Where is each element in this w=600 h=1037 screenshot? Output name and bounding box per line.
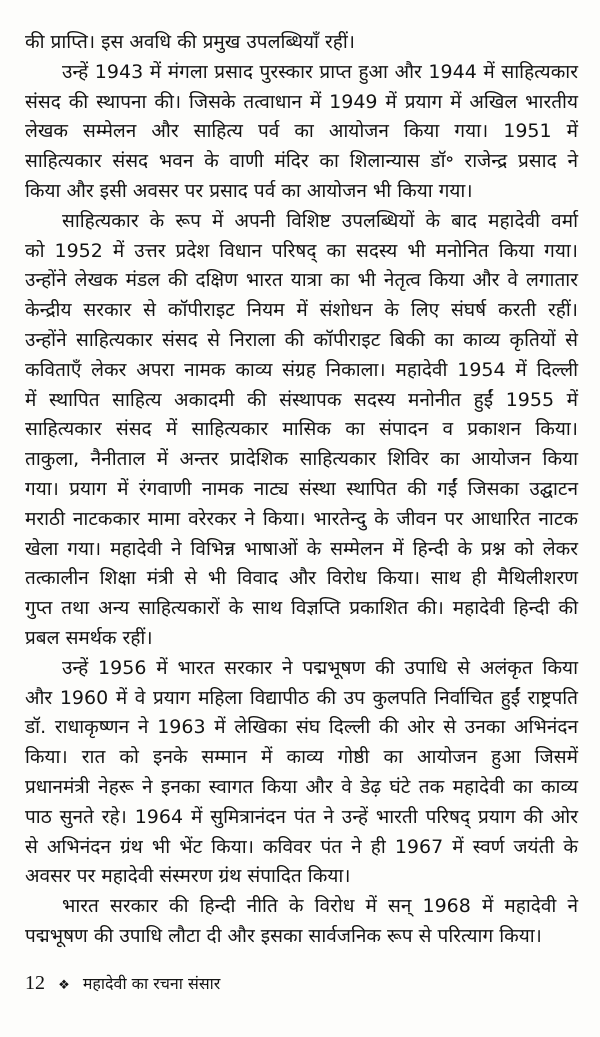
paragraph [25,58,578,207]
text-line: की प्राप्ति। इस अवधि की प्रमुख उपलब्धियाँ रहीं। [25,31,355,53]
paragraph [25,28,578,58]
text-line: उन्हें 1956 में भारत सरकार ने पद्मभूषण की उपाधि से अलंकृत किया [62,656,578,679]
text-line: किया और इसी अवसर पर प्रसाद पर्व का आयोजन भी किया गया। [25,179,473,202]
text-line: प्रबल समर्थक रहीं। [25,626,153,649]
paragraph [25,654,578,892]
text-line: साहित्यकार के रूप में अपनी विशिष्ट उपलब्धियों के बाद महादेवी वर्मा [62,209,578,232]
text-line: साहित्यकार संसद भवन के वाणी मंदिर का शिलान्यास डॉ॰ राजेन्द्र प्रसाद ने [25,150,578,173]
text-line: प्रधानमंत्री नेहरू ने इनका स्वागत किया और वे डेढ़ घंटे तक महादेवी का काव्य [25,775,578,798]
text-line: डॉ. राधाकृष्णन ने 1963 में लेखिका संघ दिल्ली की ओर से उनका अभिनंदन [25,716,578,739]
text-line: में स्थापित साहित्य अकादमी की संस्थापक सदस्य मनोनीत हुईं 1955 में [25,388,578,411]
paragraph [25,207,578,654]
text-line: और 1960 में वे प्रयाग महिला विद्यापीठ की उप कुलपति निर्वाचित हुईं राष्ट्रपति [25,686,578,709]
page-body [25,28,578,952]
text-line: उन्हें 1943 में मंगला प्रसाद पुरस्कार प्राप्त हुआ और 1944 में साहित्यकार [62,60,578,83]
text-line: भारत सरकार की हिन्दी नीति के विरोध में सन् 1968 में महादेवी ने [62,895,578,918]
paragraph [25,892,578,952]
text-line: को 1952 में उत्तर प्रदेश विधान परिषद् का सदस्य भी मनोनित किया गया। [25,239,578,262]
text-line: लेखक सम्मेलन और साहित्य पर्व का आयोजन किया गया। 1951 में [25,120,578,143]
text-line: से अभिनंदन ग्रंथ भी भेंट किया। कविवर पंत ने ही 1967 में स्वर्ण जयंती के [25,835,578,858]
text-line: साहित्यकार संसद में साहित्यकार मासिक का संपादन व प्रकाशन किया। [25,418,578,441]
text-line: खेला गया। महादेवी ने विभिन्न भाषाओं के सम्मेलन में हिन्दी के प्रश्न को लेकर [25,537,578,560]
text-line: उन्होंने साहित्यकार संसद से निराला की कॉपीराइट बिकी का काव्य कृतियों से [25,328,578,351]
text-line: ताकुला, नैनीताल में अन्तर प्रादेशिक साहित्यकार शिविर का आयोजन किया [25,448,578,471]
text-line: कविताएँ लेकर अपरा नामक काव्य संग्रह निकाला। महादेवी 1954 में दिल्ली [25,358,578,381]
page-number: 12 [25,972,45,994]
book-title: महादेवी का रचना संसार [82,974,221,993]
text-line: गुप्त तथा अन्य साहित्यकारों के साथ विज्ञप्ति प्रकाशित की। महादेवी हिन्दी की [25,597,578,620]
text-line: संसद की स्थापना की। जिसके तत्वाधान में 1949 में प्रयाग में अखिल भारतीय [25,90,578,113]
text-line: गया। प्रयाग में रंगवाणी नामक नाट्य संस्था स्थापित की गईं जिसका उद्घाटन [25,477,578,500]
text-line: केन्द्रीय सरकार से कॉपीराइट नियम में संशोधन के लिए संघर्ष करती रहीं। [25,299,578,322]
text-line: पद्मभूषण की उपाधि लौटा दी और इसका सार्वजनिक रूप से परित्याग किया। [25,924,542,947]
text-line: पाठ सुनते रहे। 1964 में सुमित्रानंदन पंत ने उन्हें भारती परिषद् प्रयाग की ओर [25,805,578,828]
text-line: उन्होंने लेखक मंडल की दक्षिण भारत यात्रा का भी नेतृत्व किया और वे लगातार [25,269,578,292]
text-line: तत्कालीन शिक्षा मंत्री से भी विवाद और विरोध किया। साथ ही मैथिलीशरण [25,567,578,590]
text-line: मराठी नाटककार मामा वरेरकर ने किया। भारतेन्दु के जीवन पर आधारित नाटक [25,507,578,530]
text-line: किया। रात को इनके सम्मान में काव्य गोष्ठी का आयोजन हुआ जिसमें [25,746,578,769]
ornament-icon: ❖ [58,978,70,993]
text-line: अवसर पर महादेवी संस्मरण ग्रंथ संपादित किया। [25,865,351,888]
page-footer [25,970,220,999]
